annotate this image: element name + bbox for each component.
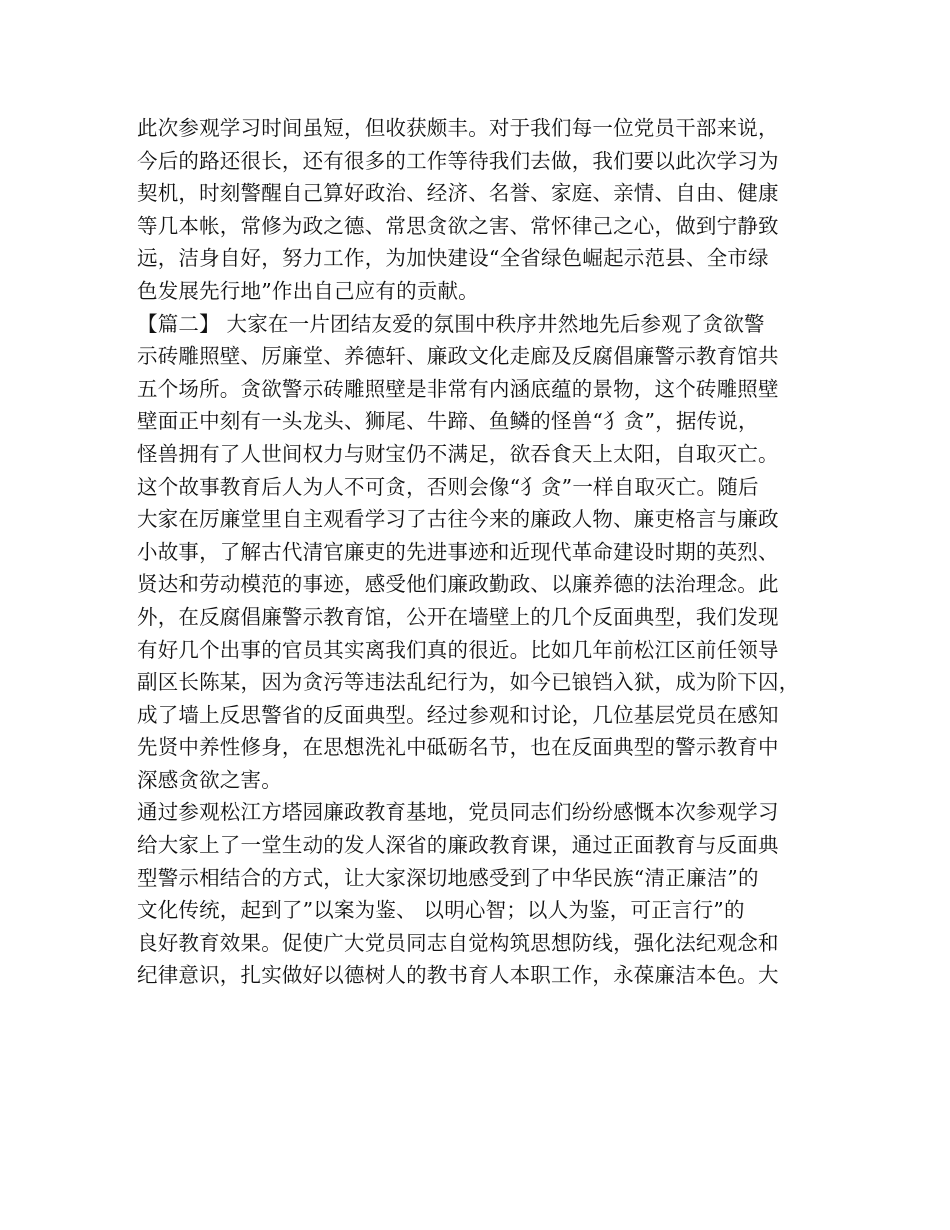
text-line: 成了墙上反思警省的反面典型。经过参观和讨论，几位基层党员在感知 [137, 702, 779, 727]
text-line: 示砖雕照壁、厉廉堂、养德轩、廉政文化走廊及反腐倡廉警示教育馆共 [137, 344, 779, 369]
text-line: 契机，时刻警醒自己算好政治、经济、名誉、家庭、亲情、自由、健康 [137, 181, 779, 206]
document-body [137, 112, 837, 992]
text-line: 远，洁身自好，努力工作，为加快建设“全省绿色崛起示范县、全市绿 [137, 246, 769, 271]
text-line: 外，在反腐倡廉警示教育馆，公开在墙壁上的几个反面典型，我们发现 [137, 604, 779, 629]
text-line: 这个故事教育后人为人不可贪，否则会像“犭贪”一样自取灭亡。随后 [137, 474, 759, 499]
text-line: 今后的路还很长，还有很多的工作等待我们去做，我们要以此次学习为 [137, 148, 779, 173]
text-line: 大家在厉廉堂里自主观看学习了古往今来的廉政人物、廉吏格言与廉政 [137, 507, 779, 532]
text-line: 副区长陈某，因为贪污等违法乱纪行为，如今已锒铛入狱，成为阶下囚， [137, 670, 800, 695]
text-line: 壁面正中刻有一头龙头、狮尾、牛蹄、鱼鳞的怪兽“犭贪”，据传说， [137, 409, 759, 434]
text-line: 五个场所。贪欲警示砖雕照壁是非常有内涵底蕴的景物，这个砖雕照壁 [137, 376, 779, 401]
text-line: 先贤中养性修身，在思想洗礼中砥砺名节，也在反面典型的警示教育中 [137, 735, 779, 760]
text-line: 有好几个出事的官员其实离我们真的很近。比如几年前松江区前任领导 [137, 637, 779, 662]
text-line: 文化传统，起到了”以案为鉴、 以明心智；以人为鉴，可正言行”的 [137, 898, 745, 923]
text-line: 等几本帐，常修为政之德、常思贪欲之害、常怀律己之心，做到宁静致 [137, 213, 779, 238]
text-line: 色发展先行地”作出自己应有的贡献。 [137, 278, 479, 303]
text-line: 小故事，了解古代清官廉吏的先进事迹和近现代革命建设时期的英烈、 [137, 539, 779, 564]
text-line: 纪律意识，扎实做好以德树人的教书育人本职工作，永葆廉洁本色。大 [137, 963, 779, 988]
text-line: 深感贪欲之害。 [137, 767, 282, 792]
text-line: 给大家上了一堂生动的发人深省的廉政教育课，通过正面教育与反面典 [137, 833, 779, 858]
text-line: 良好教育效果。促使广大党员同志自觉构筑思想防线，强化法纪观念和 [137, 930, 779, 955]
text-line: 型警示相结合的方式，让大家深切地感受到了中华民族“清正廉洁”的 [137, 865, 759, 890]
text-line: 此次参观学习时间虽短，但收获颇丰。对于我们每一位党员干部来说， [137, 116, 779, 140]
text-line: 怪兽拥有了人世间权力与财宝仍不满足，欲吞食天上太阳，自取灭亡。 [137, 441, 779, 466]
text-line: 贤达和劳动模范的事迹，感受他们廉政勤政、以廉养德的法治理念。此 [137, 572, 779, 597]
text-line: 通过参观松江方塔园廉政教育基地，党员同志们纷纷感慨本次参观学习 [137, 800, 779, 825]
text-line: 【篇二】 大家在一片团结友爱的氛围中秩序井然地先后参观了贪欲警 [137, 311, 765, 336]
